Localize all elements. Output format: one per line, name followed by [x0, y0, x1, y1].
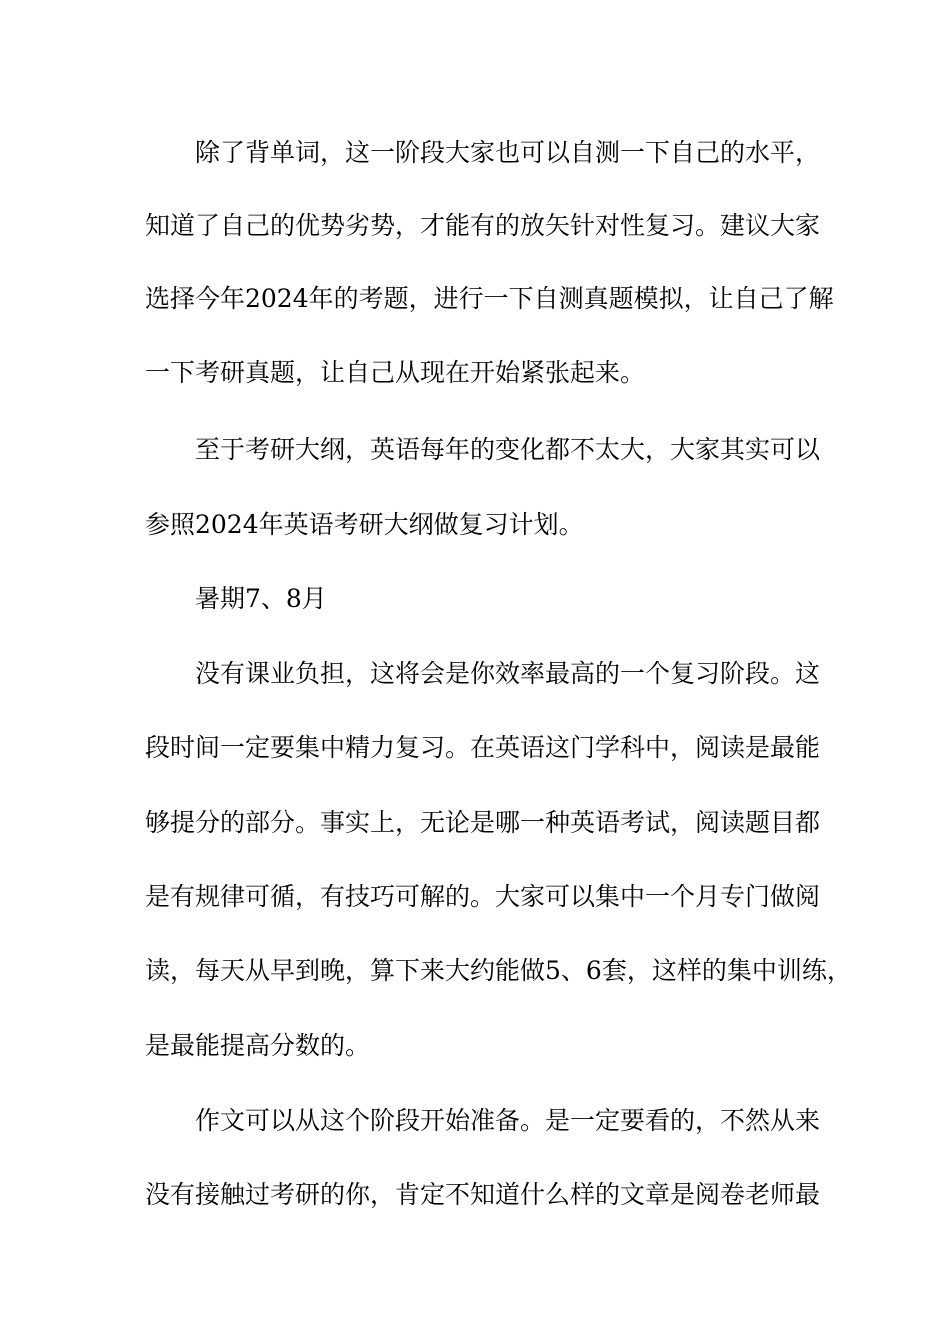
paragraph-3-line-3: 够提分的部分。事实上，无论是哪一种英语考试，阅读题目都	[145, 808, 821, 837]
paragraph-1-line-2: 知道了自己的优势劣势，才能有的放矢针对性复习。建议大家	[145, 211, 821, 240]
paragraph-1-line-3: 选择今年2024年的考题，进行一下自测真题模拟，让自己了解	[145, 284, 834, 313]
paragraph-1-line-1: 除了背单词，这一阶段大家也可以自测一下自己的水平，	[195, 138, 821, 167]
paragraph-4-line-1: 作文可以从这个阶段开始准备。是一定要看的，不然从来	[195, 1106, 821, 1135]
section-heading: 暑期7、8月	[195, 584, 327, 613]
paragraph-1-line-4: 一下考研真题，让自己从现在开始紧张起来。	[145, 358, 646, 387]
paragraph-3-line-6: 是最能提高分数的。	[145, 1031, 371, 1060]
paragraph-3-line-1: 没有课业负担，这将会是你效率最高的一个复习阶段。这	[195, 659, 821, 688]
paragraph-3-line-2: 段时间一定要集中精力复习。在英语这门学科中，阅读是最能	[145, 733, 821, 762]
paragraph-3-line-4: 是有规律可循，有技巧可解的。大家可以集中一个月专门做阅	[145, 882, 821, 911]
paragraph-3-line-5: 读，每天从早到晚，算下来大约能做5、6套，这样的集中训练，	[145, 956, 852, 985]
paragraph-2-line-2: 参照2024年英语考研大纲做复习计划。	[145, 510, 584, 539]
paragraph-4-line-2: 没有接触过考研的你，肯定不知道什么样的文章是阅卷老师最	[145, 1180, 821, 1209]
paragraph-2-line-1: 至于考研大纲，英语每年的变化都不太大，大家其实可以	[195, 435, 821, 464]
